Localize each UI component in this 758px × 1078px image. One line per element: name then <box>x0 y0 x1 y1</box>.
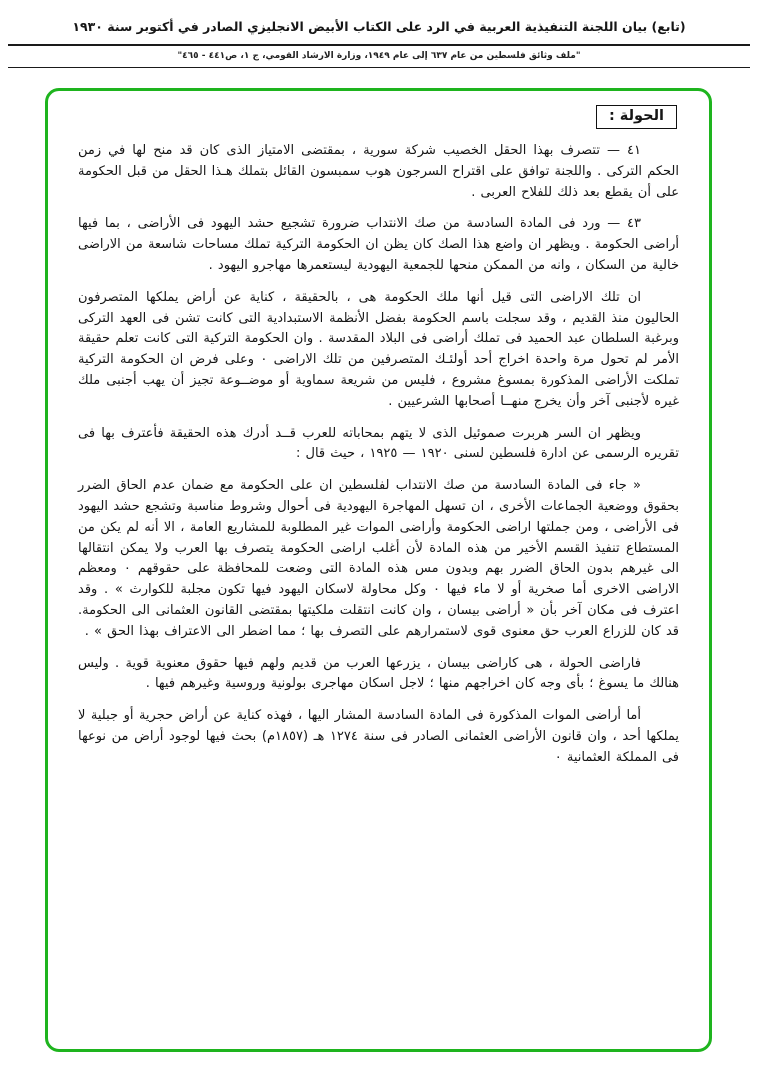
paragraph-mawat-lands: أما أراضى الموات المذكورة فى المادة السادسة المشار اليها ، فهذه كناية عن أراض حجرية أو جبلية لا يملكها أحد ، وان قانون الأراضى العثمانى الصادر فى سنة ١٢٧٤ هـ (١٨٥٧م) بحث فيها لوجود أراض من نوعها فى المملكة العثمانية ٠ <box>78 708 679 765</box>
paragraph-samuel-intro: ويظهر ان السر هربرت صموئيل الذى لا يتهم بمحاباته للعرب قــد أدرك هذه الحقيقة فأعترف بها فى تقريره الرسمى عن ادارة فلسطين لسنى ١٩٢٠ — ١٩٢٥ ، حيث قال : <box>78 425 679 462</box>
paragraph-43: ٤٣ — ورد فى المادة السادسة من صك الانتداب ضرورة تشجيع حشد اليهود فى الأراضى ، بما فيها أراضى الحكومة . ويظهر ان واضع هذا الصك كان يظن ان الحكومة التركية تملك مساحات شاسعة من الاراضى خالية من السكان ، وانه من الممكن منحها للجمعية اليهودية ليستعمرها مهاجرو اليهود . <box>78 216 679 273</box>
page-header <box>0 0 758 68</box>
paragraph-lands-origin: ان تلك الاراضى التى قيل أنها ملك الحكومة هى ، بالحقيقة ، كناية عن أراض يملكها المتصرفون الحاليون منذ القديم ، وقد سجلت باسم الحكومة بفضل الأنظمة الاستبدادية التى كانت تشن فى العهد التركى وبرغبة السلطان عبد الحميد فى تملك أراضى فى البلاد المقدسة . وان الحكومة التركية التى كانت تعلم حقيقة الأمر لم تحول مرة واحدة اخراج أحد أولئـك المتصرفين من تلك الاراضى ٠ وعلى فرض ان الحكومة التركية تملكت الأراضى المذكورة بمسوغ مشروع ، فليس من شريعة سماوية أو موضــوعة تجيز أن يهب أجنبى ملك غيره لأجنبى آخر وأن يخرج منهــا أصحابها الشرعيين . <box>78 289 679 409</box>
header-rule-bottom <box>8 67 750 68</box>
section-heading: الحولة : <box>596 105 677 129</box>
header-rule-top <box>8 44 750 46</box>
paragraph-hula-lands: فاراضى الحولة ، هى كاراضى بيسان ، يزرعها العرب من قديم ولهم فيها حقوق معنوية قوية . وليس هنالك ما يسوغ ؛ بأى وجه كان اخراجهم منها ؛ لاجل اسكان مهاجرى بولونية وروسية وغيرهم فيها . <box>78 655 679 692</box>
paragraph-41: ٤١ — تتصرف بهذا الحقل الخصيب شركة سورية ، بمقتضى الامتياز الذى كان قد منح لها في زمن الحكم التركى . واللجنة توافق على اقتراح السرجون هوب سمبسون القائل بتملك هـذا الحقل من قبل الحكومة على أن يقطع بعد ذلك للفلاح العربى . <box>78 143 679 200</box>
source-citation: "ملف وثائق فلسطين من عام ٦٣٧ إلى عام ١٩٤٩، وزارة الارشاد القومي، ج ١، ص٤٤١ - ٤٦٥" <box>177 50 581 61</box>
section-heading-row <box>78 105 679 141</box>
document-title: (تابع) بيان اللجنة التنفيذية العربية في الرد على الكتاب الأبيض الانجليزي الصادر في أكتوبر سنة ١٩٣٠ <box>72 19 686 34</box>
content-frame <box>45 88 712 1052</box>
paragraph-samuel-quote: « جاء فى المادة السادسة من صك الانتداب لفلسطين ان على الحكومة مع ضمان عدم الحاق الضرر بحقوق ووضعية الجماعات الأخرى ، ان تسهل المهاجرة اليهودية فى أحوال وشروط مناسبة وتشجع حشد اليهود فى الأراضى ، ومن جملتها اراضى الحكومة وأراضى الموات غير المطلوبة للمشاريع العامة ، الا أنه لم يكن من المستطاع تنفيذ القسم الأخير من هذه المادة لأن أغلب اراضى الحكومة يتصرف بها العرب ولا يمكن انتقالها الى غيرهم بدون الحاق الضرر بهم وبدون مس هذه المادة التى وضعت للمحافظة على حقوقهم ٠ ومعظم الاراضى الاخرى أما صخرية أو لا ماء فيها ٠ وكل محاولة لاسكان اليهود فيها تكون مجلبة للكوارث » . وقد اعترف فى مكان آخر بأن « أراضى بيسان ، وان كانت انتقلت ملكيتها بمقتضى القانون العثمانى الى الحكومة. قد كان للزراع العرب حق معنوى قوى لاستمرارهم على التصرف بها ؛ مما اضطر الى الاعتراف بهذا الحق » . <box>78 478 679 639</box>
